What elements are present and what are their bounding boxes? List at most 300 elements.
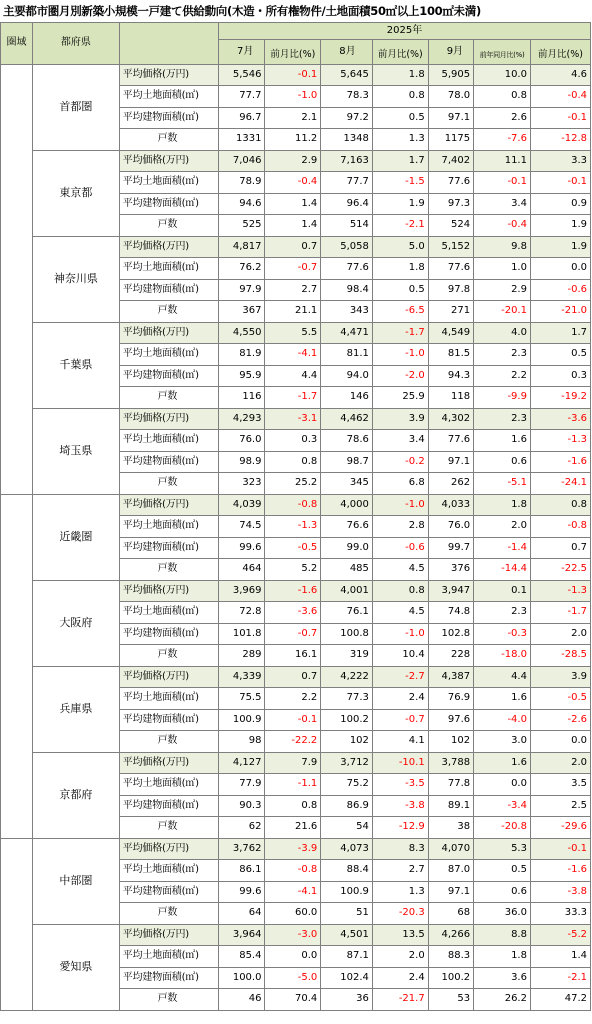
value-cell: -18.0 [474,645,531,667]
value-cell: -14.4 [474,559,531,581]
item-label: 戸数 [119,301,218,323]
value-cell: 0.0 [265,946,321,968]
value-cell: 2.7 [265,279,321,301]
value-cell: 146 [321,387,373,409]
value-cell: 1.4 [265,215,321,237]
value-cell: 4,001 [321,580,373,602]
value-cell: 1.6 [474,688,531,710]
value-cell: 3,788 [428,752,473,774]
value-cell: 1.3 [372,129,428,151]
value-cell: 99.6 [218,881,264,903]
value-cell: 100.2 [428,967,473,989]
item-label: 平均価格(万円) [119,236,218,258]
value-cell: -0.8 [265,494,321,516]
item-label: 平均価格(万円) [119,580,218,602]
value-cell: 1.3 [372,881,428,903]
value-cell: -1.6 [530,451,590,473]
region-name: 千葉県 [33,322,120,408]
item-label: 戸数 [119,731,218,753]
value-cell: 4,127 [218,752,264,774]
value-cell: 4,339 [218,666,264,688]
value-cell: 2.9 [474,279,531,301]
value-cell: 4,549 [428,322,473,344]
value-cell: 81.5 [428,344,473,366]
value-cell: 4,387 [428,666,473,688]
value-cell: 0.6 [474,881,531,903]
value-cell: 88.3 [428,946,473,968]
area-cell [1,236,33,322]
value-cell: 68 [428,903,473,925]
value-cell: 0.8 [265,795,321,817]
value-cell: 0.0 [474,774,531,796]
value-cell: 77.6 [428,258,473,280]
value-cell: 3.0 [474,731,531,753]
value-cell: 1.6 [474,430,531,452]
value-cell: 6.8 [372,473,428,495]
value-cell: -19.2 [530,387,590,409]
value-cell: 525 [218,215,264,237]
item-label: 平均建物面積(㎡) [119,365,218,387]
value-cell: 0.9 [530,193,590,215]
value-cell: -6.5 [372,301,428,323]
value-cell: -0.1 [530,838,590,860]
region-name: 中部圏 [33,838,120,924]
value-cell: 289 [218,645,264,667]
area-cell [1,150,33,236]
value-cell: 271 [428,301,473,323]
value-cell: -3.0 [265,924,321,946]
item-label: 平均土地面積(㎡) [119,860,218,882]
value-cell: -0.6 [530,279,590,301]
value-cell: -0.1 [530,107,590,129]
value-cell: -0.8 [265,860,321,882]
value-cell: 4,817 [218,236,264,258]
value-cell: -2.1 [372,215,428,237]
value-cell: 262 [428,473,473,495]
item-label: 平均建物面積(㎡) [119,537,218,559]
item-label: 戸数 [119,387,218,409]
value-cell: -0.4 [474,215,531,237]
item-label: 平均土地面積(㎡) [119,430,218,452]
value-cell: -1.4 [474,537,531,559]
value-cell: 4.5 [372,602,428,624]
value-cell: -7.6 [474,129,531,151]
value-cell: 1.8 [474,946,531,968]
value-cell: 7,163 [321,150,373,172]
value-cell: -0.7 [265,258,321,280]
value-cell: -3.1 [265,408,321,430]
value-cell: -3.8 [372,795,428,817]
value-cell: 102 [428,731,473,753]
value-cell: -21.0 [530,301,590,323]
value-cell: -3.6 [530,408,590,430]
area-cell [1,494,33,580]
value-cell: 0.8 [265,451,321,473]
value-cell: 2.0 [530,623,590,645]
value-cell: 2.0 [530,752,590,774]
region-name: 大阪府 [33,580,120,666]
value-cell: 0.8 [474,86,531,108]
area-cell [1,924,33,1010]
mom-header: 前月比(%) [265,40,321,65]
value-cell: 0.8 [530,494,590,516]
value-cell: 4.4 [474,666,531,688]
value-cell: 25.9 [372,387,428,409]
value-cell: 4.0 [474,322,531,344]
item-label: 平均価格(万円) [119,322,218,344]
value-cell: 376 [428,559,473,581]
value-cell: 60.0 [265,903,321,925]
table-body [1,64,591,1010]
value-cell: -1.7 [372,322,428,344]
item-label: 平均価格(万円) [119,408,218,430]
value-cell: 54 [321,817,373,839]
mom-header: 前月比(%) [530,40,590,65]
value-cell: 76.1 [321,602,373,624]
region-name: 京都府 [33,752,120,838]
value-cell: 1348 [321,129,373,151]
value-cell: -2.0 [372,365,428,387]
value-cell: -3.9 [265,838,321,860]
value-cell: 3.9 [372,408,428,430]
value-cell: 2.9 [265,150,321,172]
value-cell: 87.0 [428,860,473,882]
value-cell: 88.4 [321,860,373,882]
value-cell: -21.7 [372,989,428,1011]
value-cell: 36 [321,989,373,1011]
value-cell: 5.3 [474,838,531,860]
value-cell: 5,905 [428,64,473,86]
value-cell: 0.0 [530,258,590,280]
value-cell: 4,471 [321,322,373,344]
value-cell: -20.8 [474,817,531,839]
value-cell: -9.9 [474,387,531,409]
value-cell: 1.9 [530,215,590,237]
value-cell: 2.0 [474,516,531,538]
value-cell: 4.1 [372,731,428,753]
value-cell: 5,645 [321,64,373,86]
value-cell: 81.1 [321,344,373,366]
mom-header: 前月比(%) [372,40,428,65]
value-cell: 98.9 [218,451,264,473]
prefecture-header: 都府県 [33,23,120,65]
item-label: 平均価格(万円) [119,150,218,172]
region-name: 神奈川県 [33,236,120,322]
value-cell: 4,222 [321,666,373,688]
value-cell: 86.1 [218,860,264,882]
value-cell: 76.9 [428,688,473,710]
value-cell: 77.3 [321,688,373,710]
value-cell: 102 [321,731,373,753]
month-header: 8月 [321,40,373,65]
value-cell: 77.6 [428,430,473,452]
item-label: 平均土地面積(㎡) [119,344,218,366]
region-name: 愛知県 [33,924,120,1010]
value-cell: 97.8 [428,279,473,301]
value-cell: 367 [218,301,264,323]
yoy-header: 前年同月比(%) [474,40,531,65]
value-cell: 1.7 [530,322,590,344]
value-cell: 2.0 [372,946,428,968]
item-label: 戸数 [119,989,218,1011]
value-cell: 2.3 [474,602,531,624]
value-cell: 0.5 [372,107,428,129]
value-cell: 0.7 [265,666,321,688]
value-cell: 7.9 [265,752,321,774]
value-cell: 76.0 [428,516,473,538]
item-label: 戸数 [119,559,218,581]
value-cell: 77.7 [218,86,264,108]
value-cell: 101.8 [218,623,264,645]
value-cell: 116 [218,387,264,409]
value-cell: -20.1 [474,301,531,323]
month-header: 7月 [218,40,264,65]
value-cell: 1.4 [530,946,590,968]
table-row [1,64,591,86]
value-cell: -2.6 [530,709,590,731]
value-cell: -4.1 [265,881,321,903]
value-cell: 8.8 [474,924,531,946]
value-cell: 7,046 [218,150,264,172]
value-cell: 81.9 [218,344,264,366]
value-cell: 76.6 [321,516,373,538]
year-header: 2025年 [218,23,590,40]
value-cell: -1.6 [530,860,590,882]
region-name: 兵庫県 [33,666,120,752]
value-cell: 4,033 [428,494,473,516]
item-label: 平均土地面積(㎡) [119,258,218,280]
area-header: 圏域 [1,23,33,65]
value-cell: 11.2 [265,129,321,151]
value-cell: -0.1 [530,172,590,194]
value-cell: 46 [218,989,264,1011]
value-cell: 2.2 [265,688,321,710]
month-header: 9月 [428,40,473,65]
page-title: 主要都市圏月別新築小規模一戸建て供給動向(木造・所有権物件/土地面積50㎡以上100㎡未満) [3,4,481,18]
item-label: 平均価格(万円) [119,64,218,86]
value-cell: -1.1 [265,774,321,796]
item-label: 平均土地面積(㎡) [119,172,218,194]
supply-table [0,22,591,1011]
value-cell: -1.0 [372,494,428,516]
item-label: 平均建物面積(㎡) [119,709,218,731]
value-cell: 36.0 [474,903,531,925]
value-cell: 85.4 [218,946,264,968]
value-cell: 100.2 [321,709,373,731]
value-cell: 97.2 [321,107,373,129]
value-cell: 99.6 [218,537,264,559]
area-cell [1,408,33,494]
value-cell: 9.8 [474,236,531,258]
value-cell: 2.3 [474,408,531,430]
value-cell: 98.7 [321,451,373,473]
value-cell: -0.4 [530,86,590,108]
region-name: 東京都 [33,150,120,236]
table-row [1,838,591,860]
value-cell: 1.0 [474,258,531,280]
value-cell: 51 [321,903,373,925]
value-cell: 4.5 [372,559,428,581]
value-cell: 1.6 [474,752,531,774]
value-cell: 2.1 [265,107,321,129]
value-cell: 72.8 [218,602,264,624]
value-cell: 3,947 [428,580,473,602]
value-cell: -1.3 [530,430,590,452]
table-row [1,752,591,774]
value-cell: -0.5 [265,537,321,559]
value-cell: -20.3 [372,903,428,925]
value-cell: 94.3 [428,365,473,387]
value-cell: 0.5 [530,344,590,366]
area-cell [1,666,33,752]
value-cell: -0.7 [265,623,321,645]
value-cell: 5.5 [265,322,321,344]
value-cell: 5,546 [218,64,264,86]
value-cell: 76.0 [218,430,264,452]
value-cell: 1175 [428,129,473,151]
value-cell: 3,712 [321,752,373,774]
value-cell: 0.7 [265,236,321,258]
item-label: 平均建物面積(㎡) [119,193,218,215]
value-cell: 485 [321,559,373,581]
area-cell [1,752,33,838]
value-cell: 98 [218,731,264,753]
value-cell: 2.4 [372,688,428,710]
region-name: 近畿圏 [33,494,120,580]
value-cell: 97.3 [428,193,473,215]
table-row [1,236,591,258]
value-cell: 2.5 [530,795,590,817]
value-cell: 7,402 [428,150,473,172]
value-cell: 64 [218,903,264,925]
value-cell: -4.0 [474,709,531,731]
value-cell: 38 [428,817,473,839]
value-cell: 228 [428,645,473,667]
value-cell: 1.7 [372,150,428,172]
value-cell: -1.7 [265,387,321,409]
value-cell: 3,964 [218,924,264,946]
value-cell: -10.1 [372,752,428,774]
item-label: 平均土地面積(㎡) [119,688,218,710]
value-cell: 76.2 [218,258,264,280]
value-cell: 77.6 [321,258,373,280]
value-cell: -1.3 [530,580,590,602]
value-cell: 75.2 [321,774,373,796]
value-cell: 514 [321,215,373,237]
value-cell: 10.0 [474,64,531,86]
value-cell: 2.8 [372,516,428,538]
region-name: 首都圏 [33,64,120,150]
value-cell: 343 [321,301,373,323]
item-label: 平均価格(万円) [119,494,218,516]
value-cell: 21.6 [265,817,321,839]
item-label: 戸数 [119,645,218,667]
value-cell: -5.2 [530,924,590,946]
value-cell: 4.6 [530,64,590,86]
value-cell: 5.2 [265,559,321,581]
value-cell: 96.4 [321,193,373,215]
value-cell: 74.8 [428,602,473,624]
value-cell: 0.8 [372,86,428,108]
value-cell: 99.7 [428,537,473,559]
value-cell: -0.1 [474,172,531,194]
value-cell: -5.1 [474,473,531,495]
value-cell: 1.9 [530,236,590,258]
value-cell: -0.8 [530,516,590,538]
value-cell: -1.0 [265,86,321,108]
item-label: 平均建物面積(㎡) [119,107,218,129]
value-cell: 4,000 [321,494,373,516]
value-cell: 97.9 [218,279,264,301]
value-cell: -5.0 [265,967,321,989]
item-label: 平均土地面積(㎡) [119,516,218,538]
value-cell: -22.2 [265,731,321,753]
value-cell: 77.6 [428,172,473,194]
table-row [1,494,591,516]
value-cell: 3.3 [530,150,590,172]
value-cell: 75.5 [218,688,264,710]
value-cell: 0.8 [372,580,428,602]
value-cell: 87.1 [321,946,373,968]
item-label: 平均土地面積(㎡) [119,602,218,624]
item-label: 平均建物面積(㎡) [119,881,218,903]
value-cell: 10.4 [372,645,428,667]
value-cell: 4,293 [218,408,264,430]
value-cell: -3.8 [530,881,590,903]
value-cell: -0.3 [474,623,531,645]
value-cell: 2.3 [474,344,531,366]
value-cell: 62 [218,817,264,839]
value-cell: 5,152 [428,236,473,258]
value-cell: 0.6 [474,451,531,473]
value-cell: 78.9 [218,172,264,194]
value-cell: 33.3 [530,903,590,925]
value-cell: -28.5 [530,645,590,667]
value-cell: 13.5 [372,924,428,946]
value-cell: -29.6 [530,817,590,839]
value-cell: 3.5 [530,774,590,796]
item-label: 平均価格(万円) [119,752,218,774]
item-label: 平均土地面積(㎡) [119,774,218,796]
value-cell: 95.9 [218,365,264,387]
value-cell: 0.0 [530,731,590,753]
value-cell: 102.4 [321,967,373,989]
value-cell: 99.0 [321,537,373,559]
table-row [1,322,591,344]
value-cell: 74.5 [218,516,264,538]
value-cell: 78.0 [428,86,473,108]
value-cell: 0.7 [530,537,590,559]
area-cell [1,580,33,666]
value-cell: 3,762 [218,838,264,860]
value-cell: 1.9 [372,193,428,215]
value-cell: 4.4 [265,365,321,387]
table-row [1,150,591,172]
value-cell: 1.8 [372,258,428,280]
value-cell: 118 [428,387,473,409]
value-cell: 4,550 [218,322,264,344]
value-cell: 1331 [218,129,264,151]
value-cell: 77.7 [321,172,373,194]
value-cell: -0.5 [530,688,590,710]
value-cell: 100.8 [321,623,373,645]
value-cell: 90.3 [218,795,264,817]
value-cell: 8.3 [372,838,428,860]
value-cell: 0.1 [474,580,531,602]
value-cell: 97.1 [428,107,473,129]
item-label: 平均価格(万円) [119,666,218,688]
item-label: 平均価格(万円) [119,924,218,946]
